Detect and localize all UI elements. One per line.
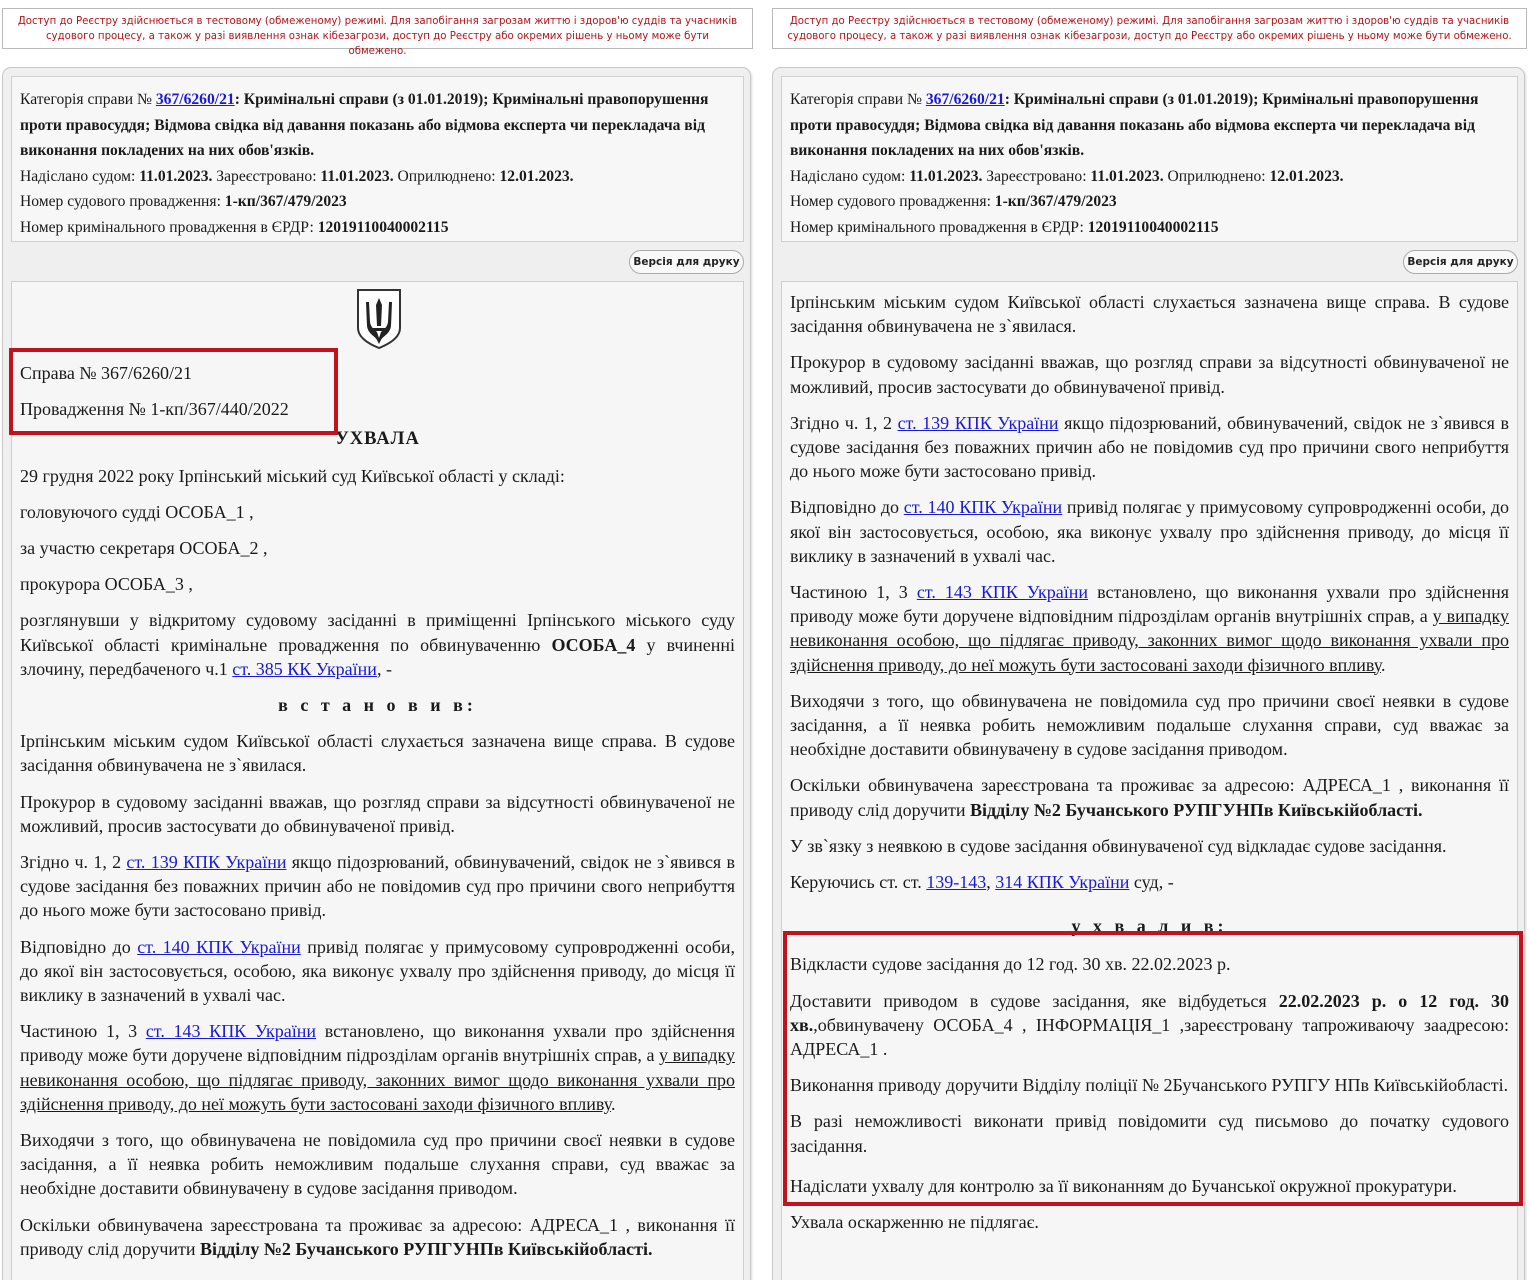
case-number-highlight [9, 348, 338, 435]
paragraph-2: Прокурор в судовому засіданні вважав, що розгляд справи за відсутності обвинуваченої не можливий, просив застосувати до обвинуваченої привід. [20, 791, 735, 836]
paragraph-3: Згідно ч. 1, 2 ст. 139 КПК України якщо підозрюваний, обвинувачений, свідок не з`явився в судове засідання без поважних причин або не повідомив суд про причини свого неприбуття до нього може бути застосовано привід. [790, 412, 1509, 482]
paragraph-6: Виходячи з того, що обвинувачена не повідомила суд про причини своєї неявки в судове засідання, а її неявка робить неможливим подальше слухання справи, суд вважає за необхідне доставити обвинувачену в судове засідання приводом. [790, 690, 1509, 760]
art-139-link[interactable]: ст. 139 КПК України [126, 852, 287, 873]
paragraph-8: У зв`язку з неявкою в судове засідання обвинуваченої суд відкладає судове засідання. [790, 835, 1447, 856]
case-info-box: Категорія справи № 367/6260/21: Кримінальні справи (з 01.01.2019); Кримінальні правопорушення проти правосуддя; Відмова свідка від давання показань або відмова експерта чи перекладача від виконання покладених на них обов'язків. Надіслано судом: 11.01.2023. Зареєстровано: 11.01.2023. Оприлюднено: 12.01.2023. Номер судового провадження: 1-кп/367/479/2023 Номер кримінального провадження в ЄРДР: 12019110040002115 [11, 76, 744, 242]
case-panel [2, 67, 751, 1280]
art-140-link[interactable]: ст. 140 КПК України [137, 936, 301, 957]
ruling-5: Надіслати ухвалу для контролю за її виконанням до Бучанської окружної прокуратури. [790, 1175, 1457, 1196]
proceeding-number: Провадження № 1-кп/367/440/2022 [20, 399, 289, 420]
judge-line: головуючого судді ОСОБА_1 , [20, 501, 254, 522]
ruling-6: Ухвала оскарженню не підлягає. [790, 1212, 1039, 1233]
paragraph-1: Ірпінським міським судом Київської області слухається зазначена вище справа. В судове засідання обвинувачена не з`явилася. [790, 292, 1509, 337]
ruling-2: Доставити приводом в судове засідання, яке відбудеться 22.02.2023 р. о 12 год. 30 хв.,обвинувачену ОСОБА_4 , ІНФОРМАЦІЯ_1 ,зареєстровану тапроживаючу заадресою: АДРЕСА_1 . [790, 990, 1509, 1060]
art-139-143-link[interactable]: 139-143 [926, 872, 987, 893]
access-notice: Доступ до Реєстру здійснюється в тестовому (обмеженому) режимі. Для запобігання загрозам життю і здоров'ю суддів та учасників судового процесу, а також у разі виявлення ознак кібезагрози, доступ до Реєстру або окремих рішень у ньому може бути обмежено. [2, 8, 753, 49]
paragraph-5: Частиною 1, 3 ст. 143 КПК України встановлено, що виконання ухвали про здійснення приводу може бути доручене відповідним підрозділам органів внутрішніх справ, а у випадку невиконання особою, що підлягає приводу, законних вимог щодо виконання ухвали про здійснення приводу, до неї можуть бути застосовані заходи фізичного впливу. [20, 1021, 735, 1114]
left-screenshot [0, 0, 755, 1280]
prosecutor-line: прокурора ОСОБА_3 , [20, 574, 193, 595]
paragraph-7: Оскільки обвинувачена зареєстрована та проживає за адресою: АДРЕСА_1 , виконання її приводу слід доручити Відділу №2 Бучанського РУПГУНПв Київськійобласті. [790, 775, 1509, 820]
paragraph-5: Частиною 1, 3 ст. 143 КПК України встановлено, що виконання ухвали про здійснення приводу може бути доручене відповідним підрозділам органів внутрішніх справ, а у випадку невиконання особою, що підлягає приводу, законних вимог щодо виконання ухвали про здійснення приводу, до неї можуть бути застосовані заходи фізичного впливу. [790, 582, 1509, 675]
considered-paragraph: розглянувши у відкритому судовому засіданні в приміщенні Ірпінського міського суду Київської області кримінальне провадження по обвинуваченню ОСОБА_4 у вчиненні злочину, передбаченого ч.1 ст. 385 КК України, - [20, 610, 735, 679]
paragraph-2: Прокурор в судовому засіданні вважав, що розгляд справи за відсутності обвинуваченої не можливий, просив застосувати до обвинуваченої привід. [790, 352, 1509, 397]
paragraph-1: Ірпінським міським судом Київської області слухається зазначена вище справа. В судове засідання обвинувачена не з`явилася. [20, 731, 735, 776]
established-heading: в с т а н о в и в: [278, 695, 477, 716]
ruling-1: Відкласти судове засідання до 12 год. 30 хв. 22.02.2023 р. [790, 954, 1231, 975]
access-notice: Доступ до Реєстру здійснюється в тестовому (обмеженому) режимі. Для запобігання загрозам життю і здоров'ю суддів та учасників судового процесу, а також у разі виявлення ознак кібезагрози, доступ до Реєстру або окремих рішень у ньому може бути обмежено. [772, 8, 1527, 49]
secretary-line: за участю секретаря ОСОБА_2 , [20, 538, 268, 559]
print-version-button[interactable]: Версія для друку [629, 250, 744, 274]
ruling-3: Виконання приводу доручити Відділу поліції № 2Бучанського РУПГУ НПв Київськійобласті. [790, 1075, 1509, 1096]
case-info-box: Категорія справи № 367/6260/21: Кримінальні справи (з 01.01.2019); Кримінальні правопорушення проти правосуддя; Відмова свідка від давання показань або відмова експерта чи перекладача від виконання покладених на них обов'язків. Надіслано судом: 11.01.2023. Зареєстровано: 11.01.2023. Оприлюднено: 12.01.2023. Номер судового провадження: 1-кп/367/479/2023 Номер кримінального провадження в ЄРДР: 12019110040002115 [781, 76, 1518, 242]
paragraph-7: Оскільки обвинувачена зареєстрована та проживає за адресою: АДРЕСА_1 , виконання її приводу слід доручити Відділу №2 Бучанського РУПГУНПв Київськійобласті. [20, 1214, 735, 1259]
paragraph-4: Відповідно до ст. 140 КПК України привід полягає у примусовому супровродженні особи, до якої він застосовується, особою, яка виконує ухвалу про здійснення приводу, до місця її виклику в зазначений в ухвалі час. [20, 936, 735, 1006]
art-139-link[interactable]: ст. 139 КПК України [897, 412, 1059, 433]
paragraph-9: Керуючись ст. ст. 139-143, 314 КПК України суд, - [790, 872, 1174, 893]
paragraph-3: Згідно ч. 1, 2 ст. 139 КПК України якщо підозрюваний, обвинувачений, свідок не з`явився в судове засідання без поважних причин або не повідомив суд про причини свого неприбуття до нього може бути застосовано привід. [20, 852, 736, 921]
case-number-link[interactable]: 367/6260/21 [925, 91, 1005, 108]
case-number-link[interactable]: 367/6260/21 [155, 91, 235, 108]
art-314-link[interactable]: 314 КПК України [995, 872, 1130, 893]
ruling-highlight [783, 931, 1523, 1206]
art-385-link[interactable]: ст. 385 КК України [232, 658, 377, 679]
art-143-link[interactable]: ст. 143 КПК України [145, 1021, 317, 1042]
art-140-link[interactable]: ст. 140 КПК України [903, 497, 1063, 518]
ruled-heading: у х в а л и в: [1071, 916, 1228, 937]
case-number: Справа № 367/6260/21 [20, 363, 193, 383]
document-title: УХВАЛА [335, 429, 420, 450]
trident-coat-of-arms-icon [355, 288, 403, 350]
paragraph-4: Відповідно до ст. 140 КПК України привід полягає у примусовому супровродженні особи, до якої він застосовується, особою, яка виконує ухвалу про здійснення приводу, до місця її виклику в зазначений в ухвалі час. [790, 497, 1509, 566]
ruling-4: В разі неможливості виконати привід повідомити суд письмово до початку судового засідання. [790, 1111, 1509, 1156]
date-line: 29 грудня 2022 року Ірпінський міський суд Київської області у складі: [20, 465, 565, 486]
right-screenshot [770, 0, 1529, 1280]
paragraph-6: Виходячи з того, що обвинувачена не повідомила суд про причини своєї неявки в судове засідання, а її неявка робить неможливим подальше слухання справи, суд вважає за необхідне доставити обвинувачену в судове засідання приводом. [20, 1130, 735, 1199]
art-143-link[interactable]: ст. 143 КПК України [916, 582, 1089, 603]
print-version-button[interactable]: Версія для друку [1403, 250, 1518, 274]
